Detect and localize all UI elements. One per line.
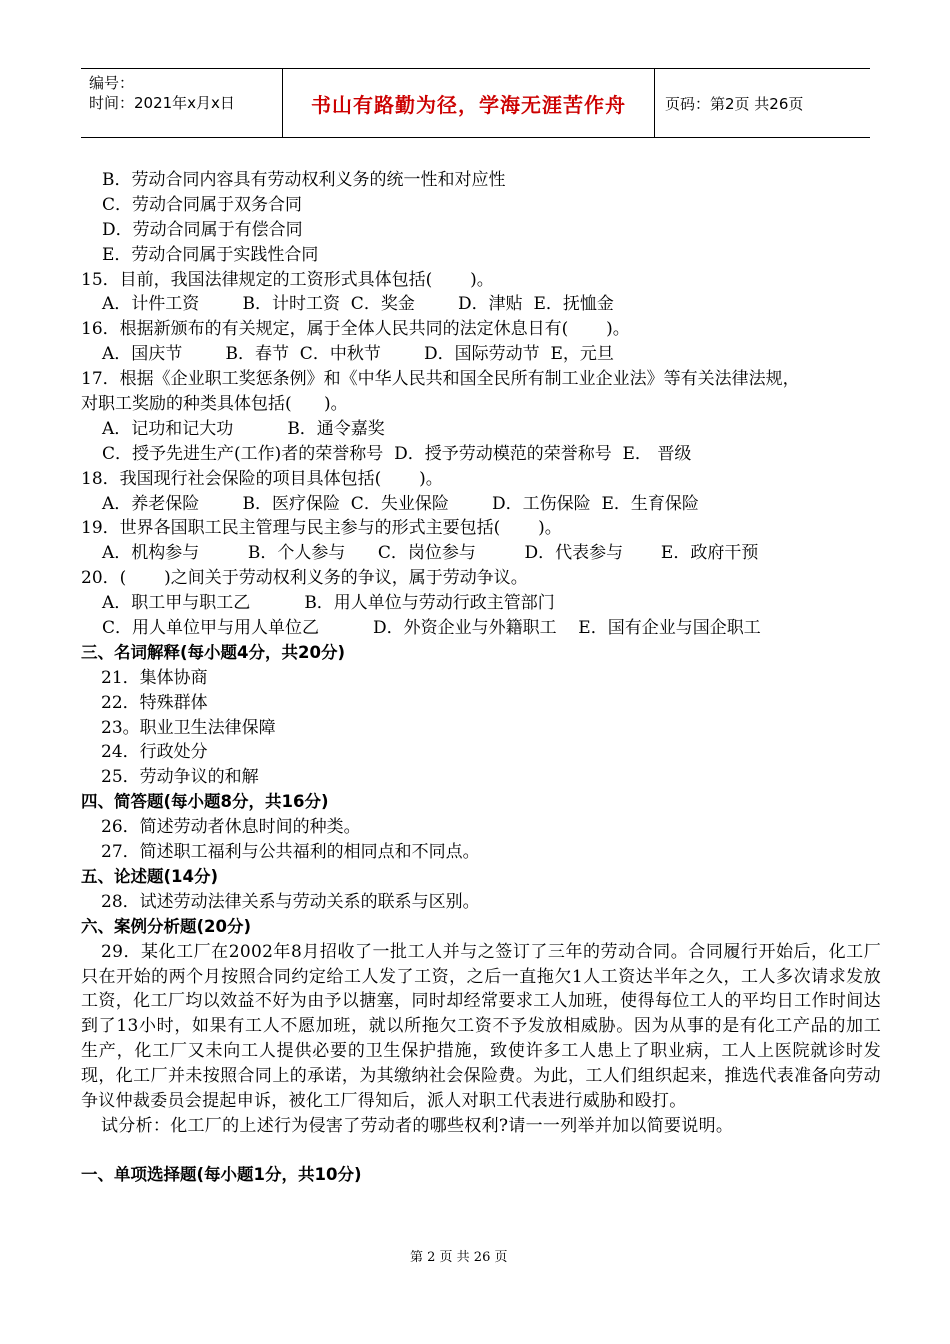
question-20-options-2: C．用人单位甲与用人单位乙 D．外资企业与外籍职工 E．国有企业与国企职工 — [102, 618, 761, 639]
question-15-options: A．计件工资 B．计时工资 C．奖金 D．津贴 E．抚恤金 — [102, 294, 614, 315]
option-line: D．劳动合同属于有偿合同 — [102, 219, 303, 240]
question-17-line2: 对职工奖励的种类具体包括( )。 — [81, 394, 348, 415]
question-17-options-1: A．记功和记大功 B．通令嘉奖 — [102, 418, 385, 439]
question-16-options: A．国庆节 B．春节 C．中秋节 D．国际劳动节 E，元旦 — [102, 344, 614, 365]
section-1-heading: 一、单项选择题(每小题1分，共10分) — [81, 1164, 362, 1184]
header-motto: 书山有路勤为径，学海无涯苦作舟 — [282, 69, 655, 137]
question-17-line1: 17．根据《企业职工奖惩条例》和《中华人民共和国全民所有制工业企业法》等有关法律法规， — [81, 369, 800, 390]
case-question: 试分析：化工厂的上述行为侵害了劳动者的哪些权利?请一一列举并加以简要说明。 — [101, 1115, 734, 1136]
question-20-options-1: A．职工甲与职工乙 B．用人单位与劳动行政主管部门 — [102, 593, 555, 614]
doc-number-label: 编号： — [89, 74, 135, 92]
header-page-label: 页码：第2页 共26页 — [665, 94, 804, 113]
short-answer-item: 26．简述劳动者休息时间的种类。 — [101, 817, 361, 838]
question-18-options: A．养老保险 B．医疗保险 C．失业保险 D．工伤保险 E．生育保险 — [102, 493, 699, 514]
option-line: C．劳动合同属于双务合同 — [102, 194, 303, 215]
question-17-options-2: C．授予先进生产(工作)者的荣誉称号 D．授予劳动模范的荣誉称号 E． 晋级 — [102, 443, 692, 464]
short-answer-item: 27．简述职工福利与公共福利的相同点和不同点。 — [101, 842, 480, 863]
essay-item: 28．试述劳动法律关系与劳动关系的联系与区别。 — [101, 891, 480, 912]
section-3-heading: 三、名词解释(每小题4分，共20分) — [81, 642, 346, 662]
doc-date-label: 时间：2021年x月x日 — [89, 94, 235, 112]
question-19: 19．世界各国职工民主管理与民主参与的形式主要包括( )。 — [81, 518, 562, 539]
term-item: 25．劳动争议的和解 — [101, 767, 259, 788]
question-16: 16．根据新颁布的有关规定，属于全体人民共同的法定休息日有( )。 — [81, 319, 630, 340]
section-4-heading: 四、简答题(每小题8分，共16分) — [81, 792, 329, 812]
spacer — [81, 1139, 881, 1163]
term-item: 23。职业卫生法律保障 — [101, 717, 276, 738]
question-15: 15．目前，我国法律规定的工资形式具体包括( )。 — [81, 269, 494, 290]
document-body — [81, 168, 881, 1188]
question-18: 18．我国现行社会保险的项目具体包括( )。 — [81, 468, 443, 489]
header-meta — [81, 69, 282, 137]
term-item: 21．集体协商 — [101, 667, 208, 688]
page-header — [81, 68, 870, 138]
option-line: E．劳动合同属于实践性合同 — [102, 244, 319, 265]
section-5-heading: 五、论述题(14分) — [81, 866, 219, 886]
question-19-options: A．机构参与 B．个人参与 C．岗位参与 D．代表参与 E．政府干预 — [102, 543, 759, 564]
case-text: 29．某化工厂在2002年8月招收了一批工人并与之签订了三年的劳动合同。合同履行开始后，化工厂只在开始的两个月按照合同约定给工人发了工资，之后一直拖欠1人工资达半年之久，工人多次请求发放工资，化工厂均以效益不好为由予以搪塞，同时却经常要求工人加班，使得每位工人的平均日工作时间达到了13小时，如果有工人不愿加班，就以所拖欠工资不予发放相威胁。因为从事的是有化工产品的加工生产，化工厂又未向工人提供必要的卫生保护措施，致使许多工人患上了职业病，工人上医院就诊时发现，化工厂并未按照合同上的承诺，为其缴纳社会保险费。为此，工人们组织起来，推选代表准备向劳动争议仲裁委员会提起申诉，被化工厂得知后，派人对职工代表进行威胁和殴打。 — [81, 941, 881, 1112]
option-line: B．劳动合同内容具有劳动权利义务的统一性和对应性 — [102, 170, 506, 190]
page-footer: 第 2 页 共 26 页 — [410, 1250, 508, 1265]
section-6-heading: 六、案例分析题(20分) — [81, 916, 252, 936]
question-20: 20．( )之间关于劳动权利义务的争议，属于劳动争议。 — [81, 568, 528, 589]
term-item: 24．行政处分 — [101, 742, 208, 763]
term-item: 22．特殊群体 — [101, 692, 208, 713]
